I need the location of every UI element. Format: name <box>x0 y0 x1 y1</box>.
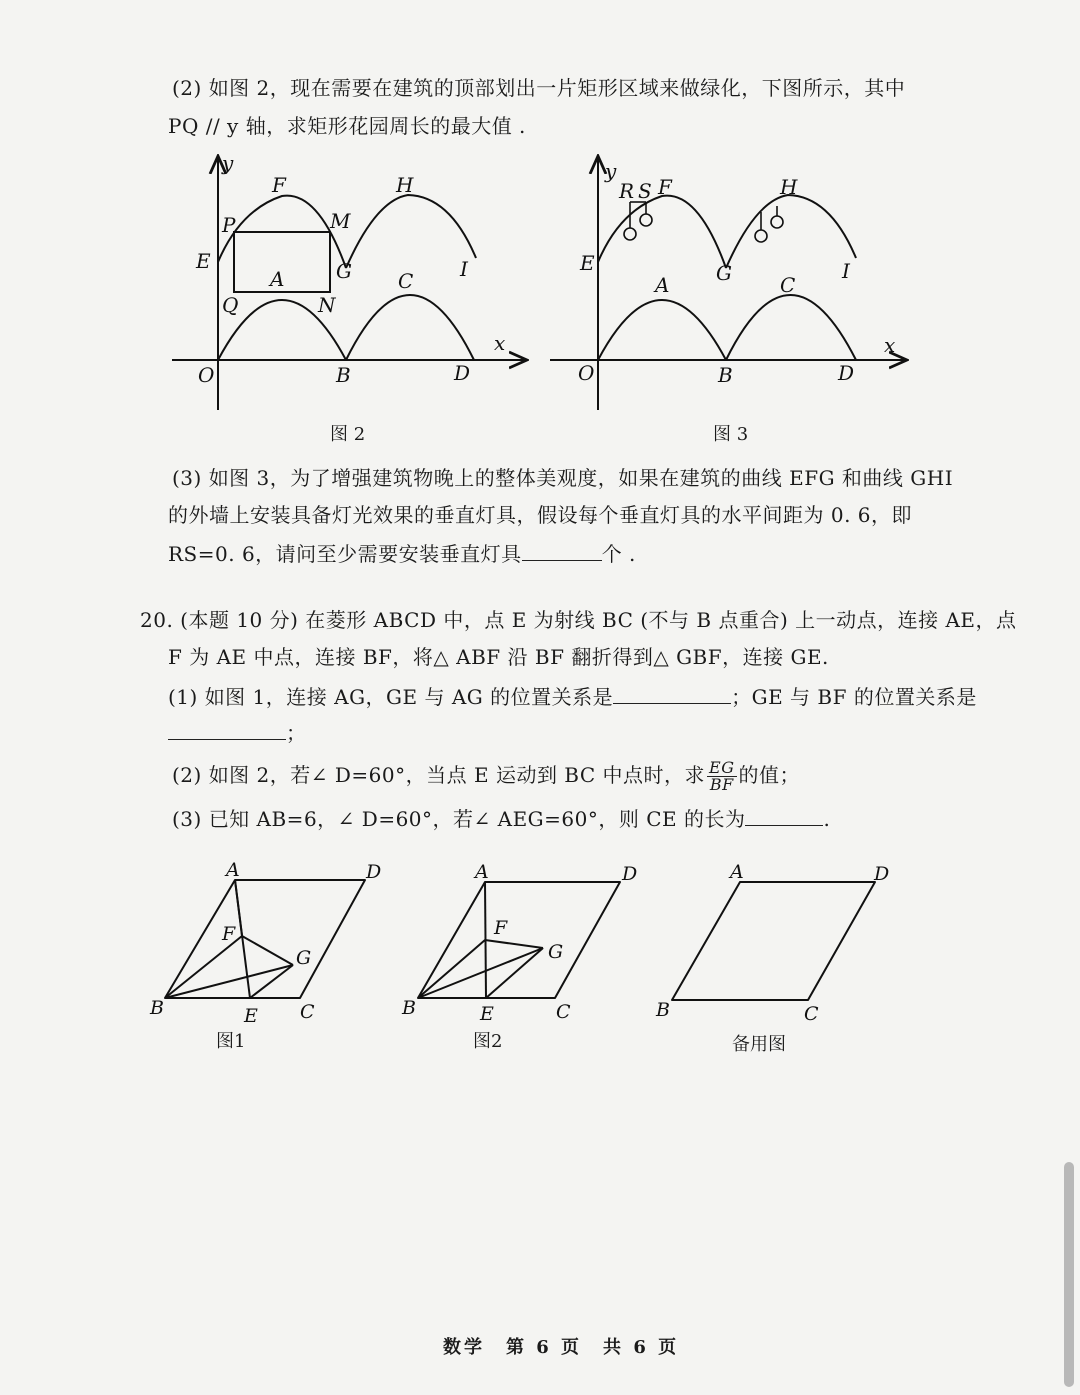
fraction-denominator: BF <box>709 775 734 794</box>
label-a: A <box>655 273 670 297</box>
answer-blank[interactable] <box>613 681 731 704</box>
fraction-eg-bf <box>707 760 736 793</box>
label-f: F <box>222 923 236 945</box>
label-m: M <box>330 209 351 233</box>
label-o: O <box>578 361 595 385</box>
label-y: y <box>605 159 617 183</box>
figure-2 <box>165 150 535 415</box>
q19-part3-line1: (3) 如图 3，为了增强建筑物晚上的整体美观度，如果在建筑的曲线 EFG 和曲线 GHI <box>172 466 954 490</box>
answer-blank[interactable] <box>745 803 823 826</box>
arch-oab <box>598 300 726 360</box>
label-b: B <box>336 363 351 387</box>
q20-part1-line2 <box>168 717 307 747</box>
label-f: F <box>494 917 508 939</box>
q19-part3-end: 个 . <box>601 542 636 566</box>
label-c: C <box>804 1003 819 1025</box>
q20-part2-line <box>172 760 800 793</box>
label-f: F <box>658 175 672 199</box>
label-c: C <box>556 1001 571 1023</box>
q20-part3-end: . <box>823 807 831 831</box>
label-d: D <box>366 861 382 883</box>
label-e: E <box>244 1005 258 1027</box>
label-x: x <box>884 333 896 357</box>
q20-part1-end: ； <box>286 721 307 745</box>
rhombus-abcd <box>165 880 365 998</box>
q20-part3-line <box>172 803 830 833</box>
label-e: E <box>196 249 211 273</box>
label-g: G <box>296 947 312 969</box>
label-b: B <box>718 363 733 387</box>
arch-bcd <box>726 295 856 360</box>
q19-part2-line2: PQ // y 轴，求矩形花园周长的最大值 . <box>168 114 526 138</box>
vertical-scrollbar[interactable] <box>1064 1162 1074 1387</box>
label-o: O <box>198 363 215 387</box>
figure-3-caption: 图 3 <box>713 424 749 445</box>
label-c: C <box>300 1001 315 1023</box>
q20-figure-1-caption: 图1 <box>216 1031 246 1052</box>
label-q: Q <box>222 293 239 317</box>
label-s: S <box>638 179 652 203</box>
q20-spare-figure-caption: 备用图 <box>732 1034 786 1055</box>
q19-part3-line3 <box>168 538 636 568</box>
label-b: B <box>150 997 164 1019</box>
label-n: N <box>318 293 336 317</box>
label-f: F <box>272 173 286 197</box>
label-e: E <box>580 251 595 275</box>
label-a: A <box>270 267 285 291</box>
label-h: H <box>396 173 414 197</box>
q19-part3-text: RS=0. 6，请问至少需要安装垂直灯具 <box>168 542 522 566</box>
label-p: P <box>222 213 236 237</box>
label-x: x <box>494 331 506 355</box>
label-a: A <box>226 859 240 881</box>
q20-part1-text2: ；GE 与 BF 的位置关系是 <box>731 685 977 709</box>
label-g: G <box>336 259 352 283</box>
q19-part3-line2: 的外墙上安装具备灯光效果的垂直灯具，假设每个垂直灯具的水平间距为 0. 6，即 <box>168 503 913 527</box>
rhombus-abcd <box>418 882 620 998</box>
label-b: B <box>402 997 416 1019</box>
label-a: A <box>475 861 489 883</box>
label-a: A <box>730 861 744 883</box>
q20-part1-text: (1) 如图 1，连接 AG，GE 与 AG 的位置关系是 <box>168 685 614 709</box>
q20-part2-end: 的值； <box>738 763 800 787</box>
curve-ghi <box>726 195 856 268</box>
figure-3 <box>545 150 915 415</box>
curve-efg <box>598 196 726 268</box>
rhombus-abcd <box>672 882 875 1000</box>
answer-blank[interactable] <box>168 717 286 740</box>
q19-part2-line1: (2) 如图 2，现在需要在建筑的顶部划出一片矩形区域来做绿化，下图所示，其中 <box>172 76 906 100</box>
label-e: E <box>480 1003 494 1025</box>
label-h: H <box>780 175 798 199</box>
q20-figure-2 <box>395 850 645 1035</box>
label-c: C <box>780 273 796 297</box>
label-r: R <box>619 179 635 203</box>
curve-ghi <box>346 195 476 268</box>
page-footer: 数学 第 6 页 共 6 页 <box>443 1337 680 1358</box>
label-d: D <box>622 863 638 885</box>
label-d: D <box>454 361 471 385</box>
q20-figure-2-caption: 图2 <box>473 1031 503 1052</box>
label-i: I <box>460 257 468 281</box>
arch-bcd <box>346 295 474 360</box>
q20-figure-1 <box>140 850 390 1035</box>
q20-line2: F 为 AE 中点，连接 BF，将△ ABF 沿 BF 翻折得到△ GBF，连接 GE. <box>168 645 829 669</box>
fraction-numerator: EG <box>709 758 735 777</box>
label-y: y <box>222 151 234 175</box>
label-d: D <box>838 361 855 385</box>
answer-blank[interactable] <box>522 538 602 561</box>
q20-part1-line <box>168 681 977 711</box>
label-g: G <box>548 941 564 963</box>
q20-part3-text: (3) 已知 AB=6，∠ D=60°，若∠ AEG=60°，则 CE 的长为 <box>172 807 746 831</box>
q20-line1: 20. (本题 10 分) 在菱形 ABCD 中，点 E 为射线 BC (不与 B 点重合) 上一动点，连接 AE，点 <box>140 608 1017 632</box>
label-b: B <box>656 999 670 1021</box>
q20-part2-text: (2) 如图 2，若∠ D=60°，当点 E 运动到 BC 中点时，求 <box>172 763 706 787</box>
label-g: G <box>716 261 732 285</box>
label-i: I <box>842 259 850 283</box>
label-d: D <box>874 863 890 885</box>
figure-2-caption: 图 2 <box>330 424 366 445</box>
q20-spare-figure <box>650 850 900 1035</box>
label-c: C <box>398 269 414 293</box>
